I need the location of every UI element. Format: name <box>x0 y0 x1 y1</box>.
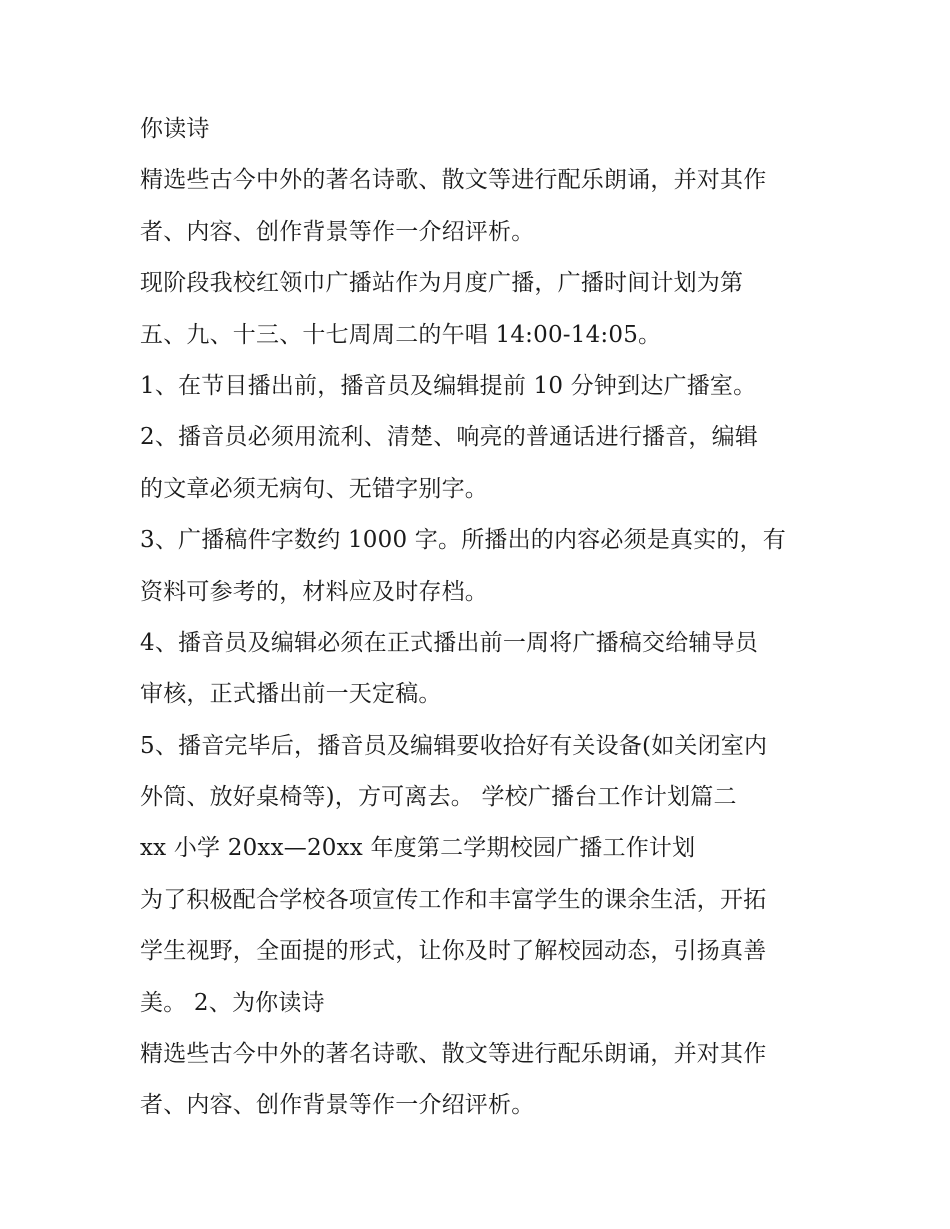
text-line: 精选些古今中外的著名诗歌、散文等进行配乐朗诵，并对其作 <box>140 1041 767 1068</box>
text-line: 的文章必须无病句、无错字别字。 <box>140 475 488 502</box>
text-line: 1、在节目播出前，播音员及编辑提前 10 分钟到达广播室。 <box>140 372 757 399</box>
text-line: 审核，正式播出前一天定稿。 <box>140 681 442 708</box>
text-line: 为了积极配合学校各项宣传工作和丰富学生的课余生活，开拓 <box>140 886 767 913</box>
text-line: 五、九、十三、十七周周二的午唱 14:00-14:05。 <box>140 321 662 348</box>
text-line: 4、播音员及编辑必须在正式播出前一周将广播稿交给辅导员 <box>140 629 759 656</box>
text-line: 资料可参考的，材料应及时存档。 <box>140 578 488 605</box>
text-line: 3、广播稿件字数约 1000 字。所播出的内容必须是真实的，有 <box>140 527 786 554</box>
text-line: 2、播音员必须用流利、清楚、响亮的普通话进行播音，编辑 <box>140 424 759 451</box>
text-line: 者、内容、创作背景等作一介绍评析。 <box>140 218 535 245</box>
text-line: 5、播音完毕后，播音员及编辑要收拾好有关设备(如关闭室内 <box>140 732 768 759</box>
text-line: 你读诗 <box>140 116 210 142</box>
text-line: 美。 2、为你读诗 <box>140 989 325 1016</box>
text-line: 现阶段我校红领巾广播站作为月度广播，广播时间计划为第 <box>140 270 744 297</box>
document-body <box>140 108 840 1136</box>
text-line: 者、内容、创作背景等作一介绍评析。 <box>140 1092 535 1119</box>
text-line: 学生视野，全面提的形式，让你及时了解校园动态，引扬真善 <box>140 938 767 965</box>
text-line: 精选些古今中外的著名诗歌、散文等进行配乐朗诵，并对其作 <box>140 167 767 194</box>
text-line: xx 小学 20xx—20xx 年度第二学期校园广播工作计划 <box>140 835 696 862</box>
text-line: 外筒、放好桌椅等)，方可离去。 学校广播台工作计划篇二 <box>140 784 737 811</box>
